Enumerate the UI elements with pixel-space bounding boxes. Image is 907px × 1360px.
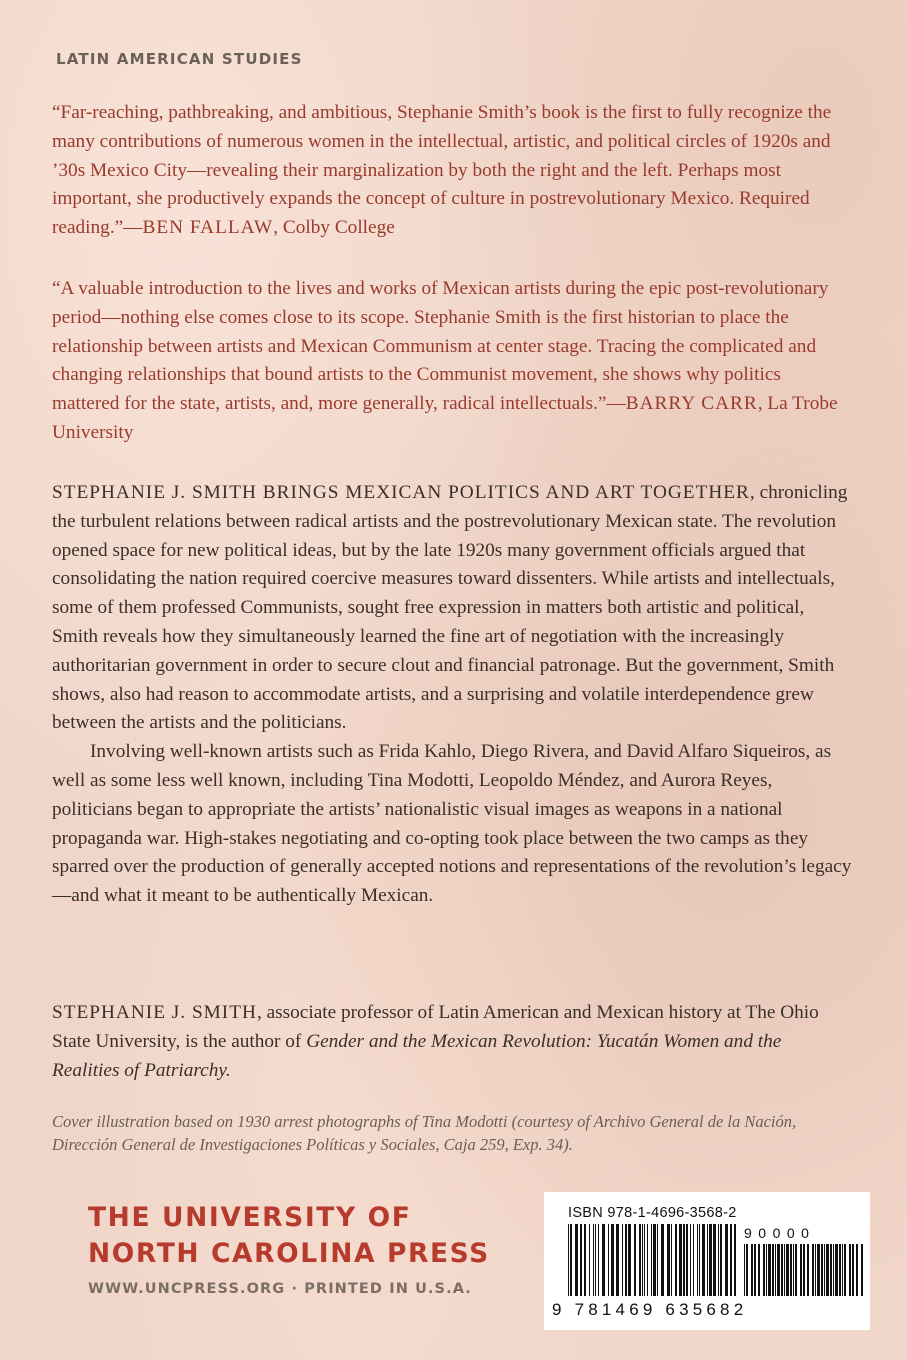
barcode-bar — [718, 1224, 719, 1296]
barcode-bar — [675, 1224, 677, 1296]
barcode-bar — [824, 1244, 825, 1296]
blurb-author: BARRY CARR — [625, 393, 758, 415]
blurb-text: “A valuable introduction to the lives and works of Mexican artists during the epic post-revolutionary period—nothing else comes close to its scope. Stephanie Smith is the first historian to place the relationship between artists and Mexican Communism at center stage. Tracing the complicated and changing relationships that bound artists to the Communist movement, she shows why politics mattered for the state, artists, and, more generally, radical intellectuals.”— — [52, 278, 829, 415]
barcode-bar — [653, 1224, 656, 1296]
barcode-bar — [734, 1224, 736, 1296]
barcode-bar — [608, 1224, 609, 1296]
barcode-bar — [570, 1224, 572, 1296]
barcode-bar — [657, 1224, 658, 1296]
barcode-bar — [679, 1224, 682, 1296]
barcode-bar — [795, 1244, 797, 1296]
barcode-bar — [777, 1244, 780, 1296]
publisher-website: WWW.UNCPRESS.ORG · PRINTED IN U.S.A. — [88, 1281, 472, 1297]
barcode-bar — [661, 1224, 664, 1296]
barcode-bar — [746, 1244, 748, 1296]
blurb-text: “Far-reaching, pathbreaking, and ambitious, Stephanie Smith’s book is the first to fully recognize the many contributions of numerous women in the intellectual, artistic, and political circles of 1920s and ’30s Mexico City—revealing their marginalization by both the right and the left. Perhaps most important, she productively expands the concept of culture in postrevolutionary Mexico. Required reading.”— — [52, 102, 832, 239]
barcode-bar — [833, 1244, 834, 1296]
barcode-bar — [844, 1244, 846, 1296]
barcode-bar — [639, 1224, 641, 1296]
barcode-bar — [699, 1224, 700, 1296]
barcode-bar — [580, 1224, 582, 1296]
barcode-bar — [702, 1224, 705, 1296]
blurb-author: BEN FALLAW — [142, 217, 274, 239]
barcode-bar — [697, 1224, 698, 1296]
blurb-quote-1 — [52, 99, 852, 243]
barcode-bar — [693, 1224, 694, 1296]
isbn-label: ISBN 978-1-4696-3568-2 — [568, 1205, 737, 1221]
barcode-bar — [781, 1244, 783, 1296]
author-name: STEPHANIE J. SMITH — [52, 1002, 257, 1023]
publisher-line-1: THE UNIVERSITY OF — [88, 1202, 412, 1233]
barcode-bar — [671, 1224, 672, 1296]
barcode-bar — [598, 1224, 599, 1296]
book-description — [52, 479, 852, 911]
description-text: , chronicling the turbulent relations between radical artists and the postrevolutionary Mexican state. The revolution opened space for new political ideas, but by the late 1920s many government officials argued that consolidating the nation required coercive measures toward dissenters. While artists and intellectuals, some of them professed Communists, sought free expression in matters both artistic and political, Smith reveals how they simultaneously learned the fine art of negotiation with the increasingly authoritarian government in order to secure clout and financial patronage. But the government, Smith shows, also had reason to accommodate artists, and a surprising and volatile interdependence grew between the artists and the politicians. — [52, 482, 848, 734]
barcode-bar — [667, 1224, 670, 1296]
barcode-bar — [644, 1224, 645, 1296]
price-code: 90000 — [744, 1225, 816, 1241]
barcode-bar — [602, 1224, 605, 1296]
barcode-bar — [625, 1224, 627, 1296]
barcode-bar — [763, 1244, 765, 1296]
barcode-bar — [852, 1244, 854, 1296]
barcode-bar — [758, 1244, 760, 1296]
barcode-bar — [786, 1244, 789, 1296]
barcode-bar — [575, 1224, 578, 1296]
barcode-bar — [611, 1224, 614, 1296]
book-title: Gender and the Mexican Revolution: Yucatán Women and the Realities of Patriarchy. — [52, 1030, 782, 1081]
barcode-bar — [812, 1244, 814, 1296]
barcode-bar — [616, 1224, 619, 1296]
barcode-bar — [793, 1244, 794, 1296]
bio-text: , associate professor of Latin American and Mexican history at The Ohio State University, is the author of — [52, 1002, 819, 1052]
barcode-bar — [826, 1244, 829, 1296]
barcode-bar — [707, 1224, 708, 1296]
barcode-bar — [634, 1224, 636, 1296]
barcode-bar — [720, 1224, 722, 1296]
barcode-bar — [815, 1244, 816, 1296]
description-lead: STEPHANIE J. SMITH BRINGS MEXICAN POLITICS AND ART TOGETHER — [52, 482, 750, 503]
cover-credit: Cover illustration based on 1930 arrest photographs of Tina Modotti (courtesy of Archivo General de la Nación, Dirección General de Investigaciones Políticas y Sociales, Caja 259, Exp. 34). — [52, 1112, 797, 1154]
barcode-bar — [800, 1244, 802, 1296]
barcode-bar — [849, 1244, 851, 1296]
isbn-barcode — [544, 1192, 870, 1330]
publisher-name — [88, 1200, 490, 1272]
barcode-bar — [593, 1224, 594, 1296]
barcode-bar — [647, 1224, 648, 1296]
barcode-bar — [730, 1224, 732, 1296]
barcode-bar — [790, 1244, 792, 1296]
barcode-bar — [642, 1224, 643, 1296]
ean-digits: 9 781469 635682 — [552, 1300, 748, 1319]
barcode-bar — [835, 1244, 838, 1296]
blurb-affiliation: , La Trobe University — [52, 393, 838, 443]
series-label: LATIN AMERICAN STUDIES — [56, 50, 303, 68]
barcode-bar — [766, 1244, 767, 1296]
barcode-bar — [744, 1244, 745, 1296]
barcode-bar — [595, 1224, 596, 1296]
barcode-bar — [768, 1244, 771, 1296]
description-paragraph-1 — [52, 479, 852, 738]
barcode-bar — [686, 1224, 688, 1296]
blurb-affiliation: , Colby College — [273, 217, 395, 239]
barcode-bar — [751, 1244, 753, 1296]
barcode-bar — [622, 1224, 623, 1296]
barcode-bar — [861, 1244, 863, 1296]
description-paragraph-2: Involving well-known artists such as Frida Kahlo, Diego Rivera, and David Alfaro Siqueiros, as well as some less well known, including Tina Modotti, Leopoldo Méndez, and Aurora Reyes, politicians began to appropriate the artists’ nationalistic visual images as weapons in a national propaganda war. High-stakes negotiating and co-opting took place between the two camps as they sparred over the production of generally accepted notions and representations of the revolution’s legacy—and what it meant to be authentically Mexican. — [52, 741, 852, 907]
barcode-bar — [713, 1224, 716, 1296]
blurb-quote-2 — [52, 275, 852, 448]
barcode-bar — [803, 1244, 805, 1296]
barcode-bar — [839, 1244, 841, 1296]
barcode-bar — [842, 1244, 843, 1296]
barcode-bar — [856, 1244, 858, 1296]
publisher-line-2: NORTH CAROLINA PRESS — [88, 1238, 490, 1269]
barcode-bar — [683, 1224, 685, 1296]
barcode-bar — [807, 1244, 809, 1296]
barcode-bar — [772, 1244, 774, 1296]
barcode-bar — [830, 1244, 832, 1296]
barcode-bar — [584, 1224, 586, 1296]
barcode-bar — [784, 1244, 785, 1296]
barcode-bar — [628, 1224, 631, 1296]
barcode-bar — [709, 1224, 712, 1296]
author-bio — [52, 999, 852, 1085]
barcode-bar — [821, 1244, 823, 1296]
barcode-bar — [754, 1244, 756, 1296]
barcode-bar — [690, 1224, 691, 1296]
barcode-bar — [589, 1224, 590, 1296]
barcode-bar — [651, 1224, 652, 1296]
barcode-bar — [775, 1244, 776, 1296]
barcode-bar — [568, 1224, 569, 1296]
barcode-bar — [817, 1244, 820, 1296]
barcode-bar — [725, 1224, 728, 1296]
